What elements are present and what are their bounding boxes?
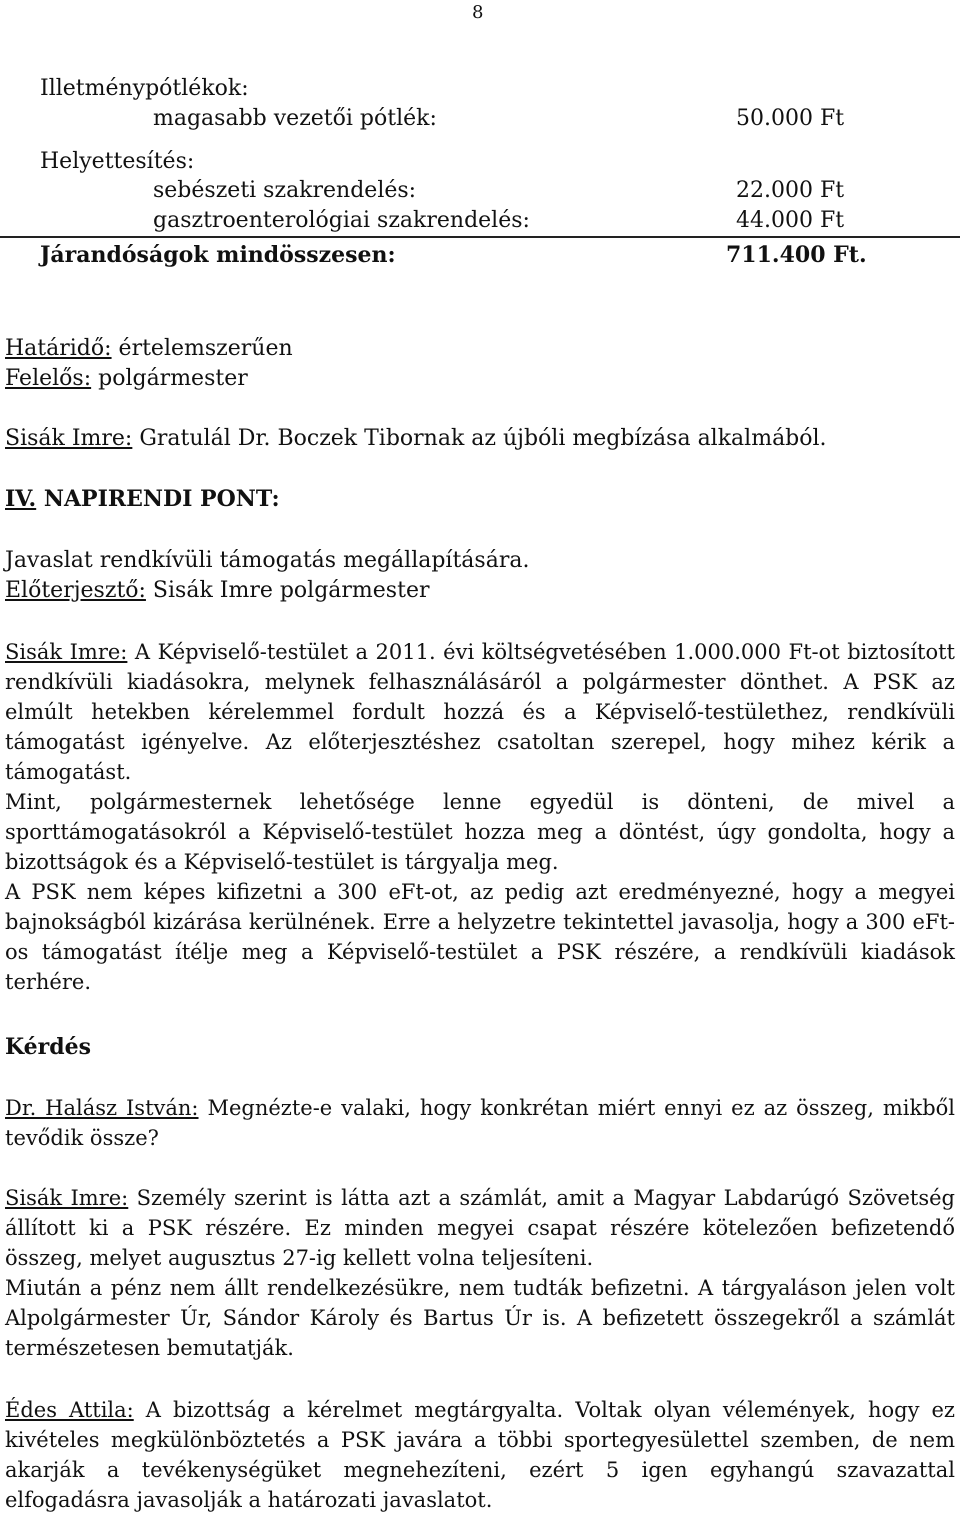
greeting-text: Gratulál Dr. Boczek Tibornak az újbóli megbízása alkalmából. [132,426,827,451]
allowance-amount: 50.000 Ft [736,106,845,131]
substitution-label: gasztroenterológiai szakrendelés: [153,208,530,233]
question-heading: Kérdés [5,1034,91,1060]
speech-paragraph [5,637,955,997]
allowance-label: magasabb vezetői pótlék: [153,106,437,131]
substitution-label: sebészeti szakrendelés: [153,178,417,203]
deadline-value: értelemszerűen [111,336,293,361]
deadline-label: Határidő: [5,336,112,361]
responsible-value: polgármester [91,366,248,391]
page-number: 8 [472,2,484,23]
deadline-line [5,334,293,364]
responsible-line [5,364,248,394]
total-label: Járandóságok mindösszesen: [40,242,396,268]
speech-text: A PSK nem képes kifizetni a 300 eFt-ot, az pedig azt eredményezné, hogy a megyei bajnokságból kizárása kerülnének. Erre a helyzetre tekintettel javasolja, hogy a 300 eFt-os támogatást ítélje meg a Képviselő-testület a PSK részére, a rendkívüli kiadások terhére. [5,880,955,994]
speaker-name: Sisák Imre: [5,1186,129,1210]
speech-paragraph [5,1183,955,1363]
responsible-label: Felelős: [5,366,92,391]
agenda-heading [5,484,280,514]
presenter-name: Sisák Imre polgármester [145,578,430,603]
speech-paragraph [5,1093,955,1153]
agenda-subject: Javaslat rendkívüli támogatás megállapítására. [5,548,530,573]
substitution-amount: 44.000 Ft [736,208,845,233]
speech-text: Megnézte-e valaki, hogy konkrétan miért ennyi ez az összeg, mikből tevődik össze? [5,1096,955,1150]
speaker-name: Édes Attila: [5,1398,134,1422]
speech-paragraph [5,1395,955,1515]
presenter-label: Előterjesztő: [5,578,146,603]
speech-text: Személy szerint is látta azt a számlát, amit a Magyar Labdarúgó Szövetség állított ki a PSK részére. Ez minden megyei csapat részére kötelezően befizetendő összeg, melyet augusztus 27-ig kellett volna teljesíteni. [5,1186,955,1270]
substitution-amount: 22.000 Ft [736,178,845,203]
speaker-name: Sisák Imre: [5,640,128,664]
speech-text: Mint, polgármesternek lehetősége lenne egyedül is dönteni, de mivel a sporttámogatásokról a Képviselő-testület hozza meg a döntést, úgy gondolta, hogy a bizottságok és a Képviselő-testület is tárgyalja meg. [5,790,955,874]
agenda-title: NAPIRENDI PONT: [36,486,280,512]
substitution-heading: Helyettesítés: [40,149,195,174]
allowances-heading: Illetménypótlékok: [40,76,249,101]
total-amount: 711.400 Ft. [726,242,867,268]
presenter-line [5,576,429,606]
speech-text: Miután a pénz nem állt rendelkezésükre, nem tudták befizetni. A tárgyaláson jelen volt Alpolgármester Úr, Sándor Károly és Bartus Úr is. A befizetett összegekről a számlát természetesen bemutatják. [5,1276,955,1360]
divider-line [0,236,960,238]
greeting-line [5,424,827,454]
agenda-number: IV. [5,486,37,512]
speech-text: A Képviselő-testület a 2011. évi költségvetésében 1.000.000 Ft-ot biztosított rendkívüli kiadásokra, melynek felhasználásáról a polgármester dönthet. A PSK az elmúlt hetekben kérelemmel fordult hozzá és a Képviselő-testülethez, rendkívüli támogatást igényelve. Az előterjesztéshez csatoltan szerepel, hogy mihez kérik a támogatást. [5,640,955,784]
speaker-name: Sisák Imre: [5,426,133,451]
speech-text: A bizottság a kérelmet megtárgyalta. Voltak olyan vélemények, hogy ez kivételes megkülönböztetés a PSK javára a többi sportegyesülettel szemben, de nem akarják a tevékenységüket megnehezíteni, ezért 5 igen egyhangú szavazattal elfogadásra javasolják a határozati javaslatot. [5,1398,955,1512]
speaker-name: Dr. Halász István: [5,1096,199,1120]
